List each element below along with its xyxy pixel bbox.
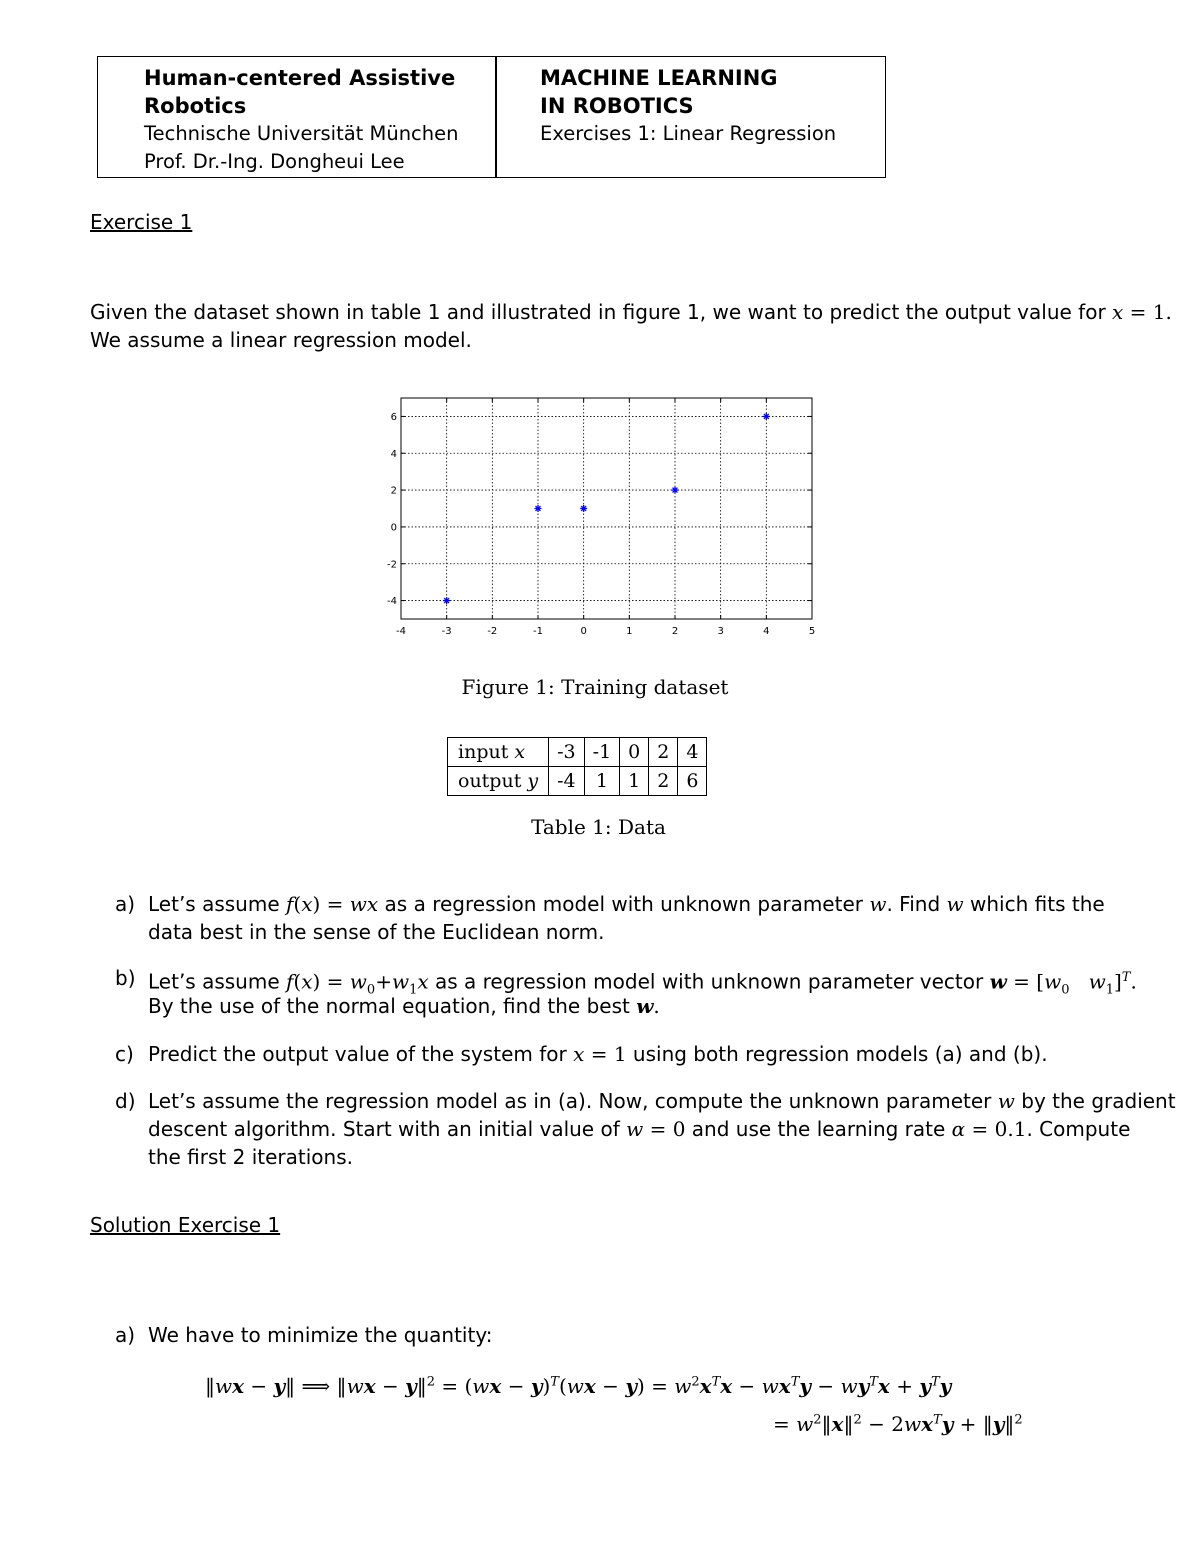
item-a-text: which fits the [970,892,1105,916]
y-tick-label: 2 [390,485,397,497]
item-c-line1: Predict the output value of the system for x = 1 using both regression models (a) and (b). [148,1042,1048,1066]
data-point [580,505,587,512]
x-tick-label: -4 [396,626,406,637]
table-row-label [448,767,549,796]
data-point [763,413,770,420]
figure-caption: Figure 1: Training dataset [461,675,729,699]
header-left-line4: Prof. Dr.-Ing. Dongheui Lee [144,150,405,173]
item-d-text: by the gradient [1021,1089,1176,1113]
scatter-chart [380,390,830,645]
item-d-line1 [148,1087,1176,1115]
item-c-text: Predict the output value of the system for [148,1042,567,1066]
x-tick-label: 3 [717,626,724,637]
equation-line2: = $w^2‖x‖^2 - 2wx^Ty$ + ‖y‖$^2$ [773,1412,1023,1436]
intro-value: = 1. [1123,300,1172,324]
y-tick-label: 4 [390,448,397,460]
exercise-heading: Exercise 1 [90,210,193,234]
item-d-line3: the first 2 iterations. [148,1145,353,1169]
x-tick-label: -1 [533,626,543,637]
item-b-label: b) [115,966,136,990]
x-tick-label: -2 [487,626,498,637]
header-left-line2: Robotics [144,94,247,118]
item-a-line1: Let’s assume f(x) = wx as a regression model with unknown parameter w. Find w which fits the [148,892,1105,916]
item-d-label: d) [115,1089,136,1113]
grid-lines [401,398,812,619]
header-left-line1: Human-centered Assistive [144,66,456,90]
item-d-line2: descent algorithm. Start with an initial value of w = 0 and use the learning rate α = 0.1. Compute [148,1117,1131,1141]
data-points [443,413,770,604]
table-row-output [448,767,707,796]
equation-line1: ‖wx − y‖ ⟹ ‖wx − y‖$^2$ = $(wx - y)^T(wx - y) = w^2x^Tx - wx^Ty - wy^Tx + y^Ty$ [205,1374,952,1398]
item-b-text: By the use of the normal equation, find the best [148,994,630,1018]
x-tick-label: 1 [626,626,633,637]
x-tick-label: 2 [671,626,679,637]
item-d-text: and use the learning rate [691,1117,946,1141]
item-b-line2: By the use of the normal equation, find the best w. [148,994,660,1018]
table-cell: -3 [549,738,585,767]
item-c-label: c) [115,1042,134,1066]
item-a-text: as a regression model with unknown parameter [384,892,863,916]
solution-heading: Solution Exercise 1 [90,1213,281,1237]
row-label-text: output [458,770,522,792]
intro-text: Given the dataset shown in table 1 and illustrated in figure 1, we want to predict the output value for [90,300,1113,324]
table-cell: -1 [584,738,620,767]
y-tick-label: -2 [387,559,397,571]
x-tick-label: 5 [808,626,816,637]
header-right-line1: MACHINE LEARNING [540,66,778,90]
y-tick-label: -4 [387,596,397,608]
item-a-line2: data best in the sense of the Euclidean norm. [148,920,605,944]
table-cell: 2 [649,738,678,767]
row-label-var: x [514,741,526,763]
item-c-text: using both regression models (a) and (b). [632,1042,1048,1066]
table-row-label [448,738,549,767]
math-w: w [946,892,964,916]
table-caption: Table 1: Data [531,815,666,839]
table-cell: 2 [649,767,678,796]
item-d-text: . Compute [1026,1117,1131,1141]
header-right-line2: IN ROBOTICS [540,94,694,118]
table-cell: -4 [549,767,585,796]
math-w: w [869,892,887,916]
plot-frame [401,398,812,619]
table-cell: 0 [620,738,649,767]
table-row-input [448,738,707,767]
math-x-eq-1: x [573,1042,585,1066]
row-label-text: input [458,741,509,763]
data-point [443,597,450,604]
x-tick-label: 0 [580,626,587,637]
math-w-eq-0: w [626,1117,644,1141]
data-point [535,505,542,512]
x-tick-label: 4 [763,626,770,637]
data-table [447,737,707,796]
header-left-line3: Technische Universität München [144,122,459,145]
y-tick-label: 6 [390,411,397,423]
math-alpha: α [951,1117,966,1141]
item-b-text: Let’s assume [148,969,280,994]
data-point [672,487,679,494]
item-b-line1: Let’s assume $f(x) = w_0+w_1x$ as a regression model with unknown parameter vector $w = [w_0$ $w_1]^T$. [148,969,1137,998]
header-divider [495,56,497,178]
item-b-text: as a regression model with unknown parameter vector [435,969,984,994]
row-label-var: y [527,770,539,792]
solution-a-text: We have to minimize the quantity: [148,1323,493,1347]
item-d-text: Let’s assume the regression model as in (a). Now, compute the unknown parameter [148,1089,992,1113]
math-f-x-eq-wx: f [286,892,294,916]
y-tick-label: 0 [390,522,397,534]
math-w-vector: w [636,994,654,1018]
item-d-text: descent algorithm. Start with an initial value of [148,1117,620,1141]
item-a-label: a) [115,892,136,916]
table-cell: 6 [678,767,707,796]
table-cell: 1 [584,767,620,796]
item-a-text: . Find [886,892,941,916]
axis-ticks [387,398,815,637]
item-a-text: Let’s assume [148,892,280,916]
table-cell: 1 [620,767,649,796]
intro-var-x: x [1112,300,1124,324]
math-w: w [997,1089,1015,1113]
x-tick-label: -3 [441,626,452,637]
math-f-x: f [286,969,294,994]
intro-line1 [90,298,1172,326]
header-right-line3: Exercises 1: Linear Regression [540,122,837,145]
table-cell: 4 [678,738,707,767]
solution-a-label: a) [115,1323,136,1347]
math-w-vector: w [989,969,1007,994]
intro-line2: We assume a linear regression model. [90,328,472,352]
